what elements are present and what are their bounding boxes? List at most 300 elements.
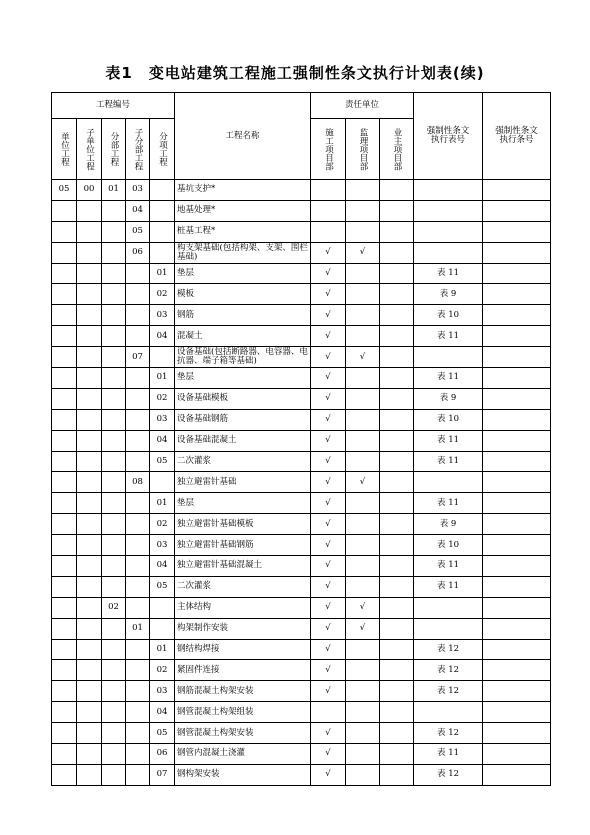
item-code: 01 bbox=[150, 368, 175, 389]
supervision-check bbox=[346, 681, 380, 702]
header-clause-no-label: 强制性条文 执行条号 bbox=[495, 126, 538, 145]
table-row bbox=[52, 597, 551, 618]
item-code: 05 bbox=[150, 723, 175, 744]
table-no bbox=[414, 472, 483, 493]
unit-code bbox=[52, 200, 77, 221]
owner-check bbox=[380, 263, 414, 284]
project-name: 紧固件连接 bbox=[175, 660, 311, 681]
construction-check: √ bbox=[311, 388, 346, 409]
clause-no bbox=[483, 514, 551, 535]
unit-code bbox=[52, 660, 77, 681]
construction-check: √ bbox=[311, 639, 346, 660]
unit-code bbox=[52, 284, 77, 305]
project-name: 地基处理* bbox=[175, 200, 311, 221]
construction-check: √ bbox=[311, 368, 346, 389]
table-no bbox=[414, 597, 483, 618]
unit-code bbox=[52, 681, 77, 702]
part-code bbox=[102, 639, 126, 660]
unit-code bbox=[52, 493, 77, 514]
supervision-check bbox=[346, 702, 380, 723]
sub-unit-code bbox=[77, 764, 102, 785]
header-name: 工程名称 bbox=[175, 93, 311, 180]
part-code bbox=[102, 723, 126, 744]
clause-no bbox=[483, 576, 551, 597]
part-code bbox=[102, 514, 126, 535]
construction-check: √ bbox=[311, 305, 346, 326]
item-code: 03 bbox=[150, 305, 175, 326]
table-no: 表 11 bbox=[414, 556, 483, 577]
clause-no bbox=[483, 368, 551, 389]
unit-code bbox=[52, 535, 77, 556]
part-code bbox=[102, 242, 126, 263]
clause-no bbox=[483, 472, 551, 493]
unit-code bbox=[52, 514, 77, 535]
table-row bbox=[52, 409, 551, 430]
sub-part-code: 01 bbox=[126, 618, 150, 639]
table-row bbox=[52, 723, 551, 744]
header-sub-part: 子分部工程 bbox=[126, 119, 150, 180]
table-row bbox=[52, 639, 551, 660]
project-name: 钢结构焊接 bbox=[175, 639, 311, 660]
owner-check bbox=[380, 388, 414, 409]
item-code: 04 bbox=[150, 430, 175, 451]
item-code bbox=[150, 618, 175, 639]
sub-part-code: 05 bbox=[126, 221, 150, 242]
construction-check: √ bbox=[311, 263, 346, 284]
supervision-check bbox=[346, 535, 380, 556]
header-item: 分项工程 bbox=[150, 119, 175, 180]
sub-unit-code bbox=[77, 368, 102, 389]
owner-check bbox=[380, 618, 414, 639]
unit-code bbox=[52, 326, 77, 347]
table-no: 表 11 bbox=[414, 744, 483, 765]
unit-code bbox=[52, 305, 77, 326]
supervision-check: √ bbox=[346, 618, 380, 639]
sub-part-code bbox=[126, 430, 150, 451]
sub-unit-code bbox=[77, 535, 102, 556]
item-code: 06 bbox=[150, 744, 175, 765]
sub-part-code bbox=[126, 744, 150, 765]
sub-part-code bbox=[126, 639, 150, 660]
part-code bbox=[102, 326, 126, 347]
supervision-check bbox=[346, 744, 380, 765]
table-no: 表 12 bbox=[414, 764, 483, 785]
sub-unit-code bbox=[77, 514, 102, 535]
table-no: 表 11 bbox=[414, 368, 483, 389]
part-code bbox=[102, 576, 126, 597]
project-name: 模板 bbox=[175, 284, 311, 305]
supervision-check bbox=[346, 639, 380, 660]
table-row bbox=[52, 368, 551, 389]
sub-part-code bbox=[126, 368, 150, 389]
sub-part-code: 07 bbox=[126, 347, 150, 368]
owner-check bbox=[380, 305, 414, 326]
project-name: 基坑支护* bbox=[175, 180, 311, 201]
supervision-check bbox=[346, 556, 380, 577]
supervision-check bbox=[346, 764, 380, 785]
table-row bbox=[52, 347, 551, 368]
owner-check bbox=[380, 597, 414, 618]
table-no: 表 11 bbox=[414, 576, 483, 597]
part-code bbox=[102, 221, 126, 242]
project-name: 钢管混凝土构架安装 bbox=[175, 723, 311, 744]
sub-unit-code bbox=[77, 430, 102, 451]
part-code bbox=[102, 451, 126, 472]
construction-check: √ bbox=[311, 347, 346, 368]
sub-unit-code bbox=[77, 472, 102, 493]
item-code: 04 bbox=[150, 326, 175, 347]
owner-check bbox=[380, 326, 414, 347]
table-no bbox=[414, 180, 483, 201]
construction-check: √ bbox=[311, 514, 346, 535]
supervision-check bbox=[346, 180, 380, 201]
clause-no bbox=[483, 180, 551, 201]
owner-check bbox=[380, 409, 414, 430]
clause-no bbox=[483, 326, 551, 347]
sub-unit-code bbox=[77, 221, 102, 242]
table-no: 表 12 bbox=[414, 681, 483, 702]
clause-no bbox=[483, 430, 551, 451]
sub-unit-code: 00 bbox=[77, 180, 102, 201]
sub-unit-code bbox=[77, 388, 102, 409]
supervision-check bbox=[346, 263, 380, 284]
header-code-group: 工程编号 bbox=[52, 93, 175, 119]
supervision-check bbox=[346, 221, 380, 242]
sub-unit-code bbox=[77, 409, 102, 430]
part-code: 02 bbox=[102, 597, 126, 618]
clause-no bbox=[483, 263, 551, 284]
project-name: 二次灌浆 bbox=[175, 576, 311, 597]
sub-part-code bbox=[126, 451, 150, 472]
sub-unit-code bbox=[77, 618, 102, 639]
project-name: 垫层 bbox=[175, 263, 311, 284]
part-code bbox=[102, 493, 126, 514]
table-no: 表 11 bbox=[414, 263, 483, 284]
table-row bbox=[52, 430, 551, 451]
project-name: 设备基础混凝土 bbox=[175, 430, 311, 451]
item-code bbox=[150, 597, 175, 618]
sub-unit-code bbox=[77, 639, 102, 660]
sub-part-code: 03 bbox=[126, 180, 150, 201]
sub-unit-code bbox=[77, 744, 102, 765]
sub-part-code bbox=[126, 535, 150, 556]
clause-no bbox=[483, 388, 551, 409]
table-row bbox=[52, 305, 551, 326]
sub-part-code bbox=[126, 681, 150, 702]
clause-no bbox=[483, 723, 551, 744]
sub-part-code bbox=[126, 493, 150, 514]
table-row bbox=[52, 326, 551, 347]
item-code bbox=[150, 347, 175, 368]
clause-no bbox=[483, 764, 551, 785]
clause-no bbox=[483, 639, 551, 660]
table-no bbox=[414, 347, 483, 368]
table-row bbox=[52, 514, 551, 535]
sub-unit-code bbox=[77, 284, 102, 305]
sub-part-code bbox=[126, 388, 150, 409]
table-no: 表 12 bbox=[414, 639, 483, 660]
table-row bbox=[52, 284, 551, 305]
owner-check bbox=[380, 347, 414, 368]
sub-part-code bbox=[126, 514, 150, 535]
unit-code: 05 bbox=[52, 180, 77, 201]
sub-unit-code bbox=[77, 723, 102, 744]
table-no: 表 9 bbox=[414, 388, 483, 409]
item-code: 02 bbox=[150, 284, 175, 305]
unit-code bbox=[52, 639, 77, 660]
part-code bbox=[102, 681, 126, 702]
header-part: 分部工程 bbox=[102, 119, 126, 180]
sub-part-code: 04 bbox=[126, 200, 150, 221]
project-name: 垫层 bbox=[175, 368, 311, 389]
sub-part-code bbox=[126, 263, 150, 284]
sub-unit-code bbox=[77, 702, 102, 723]
item-code: 05 bbox=[150, 576, 175, 597]
part-code bbox=[102, 200, 126, 221]
project-name: 钢筋混凝土构架安装 bbox=[175, 681, 311, 702]
sub-part-code bbox=[126, 576, 150, 597]
clause-no bbox=[483, 702, 551, 723]
table-row bbox=[52, 618, 551, 639]
owner-check bbox=[380, 368, 414, 389]
table-no: 表 11 bbox=[414, 326, 483, 347]
sub-unit-code bbox=[77, 576, 102, 597]
unit-code bbox=[52, 576, 77, 597]
construction-check: √ bbox=[311, 744, 346, 765]
sub-unit-code bbox=[77, 597, 102, 618]
table-row bbox=[52, 681, 551, 702]
header-resp-group: 责任单位 bbox=[311, 93, 414, 119]
item-code bbox=[150, 180, 175, 201]
table-no: 表 11 bbox=[414, 430, 483, 451]
project-name: 设备基础(包括断路器、电容器、电抗器、端子箱等基础) bbox=[175, 347, 311, 368]
sub-unit-code bbox=[77, 556, 102, 577]
sub-unit-code bbox=[77, 660, 102, 681]
owner-check bbox=[380, 430, 414, 451]
table-row bbox=[52, 242, 551, 263]
part-code bbox=[102, 263, 126, 284]
part-code bbox=[102, 430, 126, 451]
page-title: 表1 变电站建筑工程施工强制性条文执行计划表(续) bbox=[105, 64, 485, 82]
item-code: 05 bbox=[150, 451, 175, 472]
project-name: 构支架基础(包括构架、支架、围栏基础) bbox=[175, 242, 311, 263]
part-code: 01 bbox=[102, 180, 126, 201]
table-no: 表 12 bbox=[414, 723, 483, 744]
sub-part-code bbox=[126, 556, 150, 577]
unit-code bbox=[52, 702, 77, 723]
project-name: 构架制作安装 bbox=[175, 618, 311, 639]
sub-part-code bbox=[126, 764, 150, 785]
unit-code bbox=[52, 744, 77, 765]
table-no bbox=[414, 618, 483, 639]
part-code bbox=[102, 472, 126, 493]
owner-check bbox=[380, 702, 414, 723]
clause-no bbox=[483, 305, 551, 326]
construction-check: √ bbox=[311, 472, 346, 493]
clause-no bbox=[483, 200, 551, 221]
item-code: 01 bbox=[150, 639, 175, 660]
header-table-no-label: 强制性条文 执行表号 bbox=[426, 126, 470, 145]
construction-check: √ bbox=[311, 284, 346, 305]
unit-code bbox=[52, 597, 77, 618]
supervision-check bbox=[346, 284, 380, 305]
part-code bbox=[102, 660, 126, 681]
clause-no bbox=[483, 660, 551, 681]
supervision-check bbox=[346, 409, 380, 430]
unit-code bbox=[52, 451, 77, 472]
table-row bbox=[52, 535, 551, 556]
item-code bbox=[150, 200, 175, 221]
sub-part-code bbox=[126, 305, 150, 326]
sub-part-code bbox=[126, 326, 150, 347]
sub-unit-code bbox=[77, 242, 102, 263]
table-row bbox=[52, 660, 551, 681]
construction-check: √ bbox=[311, 535, 346, 556]
table-row bbox=[52, 493, 551, 514]
project-name: 独立避雷针基础钢筋 bbox=[175, 535, 311, 556]
supervision-check: √ bbox=[346, 242, 380, 263]
construction-check: √ bbox=[311, 764, 346, 785]
sub-unit-code bbox=[77, 263, 102, 284]
clause-no bbox=[483, 347, 551, 368]
supervision-check bbox=[346, 660, 380, 681]
owner-check bbox=[380, 723, 414, 744]
table-row bbox=[52, 764, 551, 785]
part-code bbox=[102, 618, 126, 639]
construction-check: √ bbox=[311, 618, 346, 639]
project-name: 钢构架安装 bbox=[175, 764, 311, 785]
unit-code bbox=[52, 409, 77, 430]
construction-check: √ bbox=[311, 597, 346, 618]
supervision-check bbox=[346, 200, 380, 221]
unit-code bbox=[52, 618, 77, 639]
supervision-check bbox=[346, 493, 380, 514]
table-no: 表 11 bbox=[414, 493, 483, 514]
owner-check bbox=[380, 472, 414, 493]
part-code bbox=[102, 535, 126, 556]
unit-code bbox=[52, 263, 77, 284]
owner-check bbox=[380, 660, 414, 681]
owner-check bbox=[380, 639, 414, 660]
owner-check bbox=[380, 200, 414, 221]
table-no: 表 10 bbox=[414, 409, 483, 430]
clause-no bbox=[483, 556, 551, 577]
item-code: 04 bbox=[150, 702, 175, 723]
owner-check bbox=[380, 556, 414, 577]
table-row bbox=[52, 472, 551, 493]
header-supervision: 监理项目部 bbox=[346, 119, 380, 180]
table-row bbox=[52, 576, 551, 597]
construction-check bbox=[311, 702, 346, 723]
sub-unit-code bbox=[77, 681, 102, 702]
table-no bbox=[414, 200, 483, 221]
construction-check: √ bbox=[311, 409, 346, 430]
part-code bbox=[102, 556, 126, 577]
sub-part-code: 06 bbox=[126, 242, 150, 263]
project-name: 钢管内混凝土浇灌 bbox=[175, 744, 311, 765]
table-row bbox=[52, 263, 551, 284]
table-no: 表 12 bbox=[414, 660, 483, 681]
project-name: 设备基础钢筋 bbox=[175, 409, 311, 430]
item-code bbox=[150, 472, 175, 493]
construction-check: √ bbox=[311, 556, 346, 577]
construction-check bbox=[311, 200, 346, 221]
table-no bbox=[414, 242, 483, 263]
construction-check: √ bbox=[311, 326, 346, 347]
table-no: 表 10 bbox=[414, 535, 483, 556]
owner-check bbox=[380, 744, 414, 765]
header-owner: 业主项目部 bbox=[380, 119, 414, 180]
project-name: 钢管混凝土构架组装 bbox=[175, 702, 311, 723]
table-row bbox=[52, 180, 551, 201]
construction-check: √ bbox=[311, 451, 346, 472]
unit-code bbox=[52, 430, 77, 451]
owner-check bbox=[380, 451, 414, 472]
item-code bbox=[150, 242, 175, 263]
clause-no bbox=[483, 284, 551, 305]
sub-unit-code bbox=[77, 200, 102, 221]
sub-part-code bbox=[126, 702, 150, 723]
table-row bbox=[52, 744, 551, 765]
project-name: 独立避雷针基础 bbox=[175, 472, 311, 493]
part-code bbox=[102, 702, 126, 723]
table-row bbox=[52, 451, 551, 472]
project-name: 主体结构 bbox=[175, 597, 311, 618]
sub-unit-code bbox=[77, 305, 102, 326]
owner-check bbox=[380, 180, 414, 201]
item-code: 02 bbox=[150, 388, 175, 409]
item-code: 04 bbox=[150, 556, 175, 577]
clause-no bbox=[483, 681, 551, 702]
clause-no bbox=[483, 221, 551, 242]
item-code: 03 bbox=[150, 681, 175, 702]
owner-check bbox=[380, 493, 414, 514]
sub-unit-code bbox=[77, 451, 102, 472]
table-no bbox=[414, 702, 483, 723]
table-no bbox=[414, 221, 483, 242]
project-name: 二次灌浆 bbox=[175, 451, 311, 472]
supervision-check bbox=[346, 305, 380, 326]
owner-check bbox=[380, 681, 414, 702]
supervision-check: √ bbox=[346, 472, 380, 493]
construction-check: √ bbox=[311, 493, 346, 514]
clause-no bbox=[483, 242, 551, 263]
item-code: 07 bbox=[150, 764, 175, 785]
construction-check bbox=[311, 180, 346, 201]
item-code: 02 bbox=[150, 514, 175, 535]
owner-check bbox=[380, 576, 414, 597]
part-code bbox=[102, 368, 126, 389]
owner-check bbox=[380, 221, 414, 242]
clause-no bbox=[483, 618, 551, 639]
construction-check: √ bbox=[311, 681, 346, 702]
part-code bbox=[102, 284, 126, 305]
owner-check bbox=[380, 535, 414, 556]
unit-code bbox=[52, 388, 77, 409]
item-code: 03 bbox=[150, 409, 175, 430]
sub-part-code bbox=[126, 660, 150, 681]
part-code bbox=[102, 409, 126, 430]
table-row bbox=[52, 556, 551, 577]
sub-unit-code bbox=[77, 493, 102, 514]
table-row bbox=[52, 388, 551, 409]
supervision-check bbox=[346, 326, 380, 347]
supervision-check: √ bbox=[346, 347, 380, 368]
item-code bbox=[150, 221, 175, 242]
owner-check bbox=[380, 514, 414, 535]
unit-code bbox=[52, 764, 77, 785]
header-sub-unit: 子单位工程 bbox=[77, 119, 102, 180]
